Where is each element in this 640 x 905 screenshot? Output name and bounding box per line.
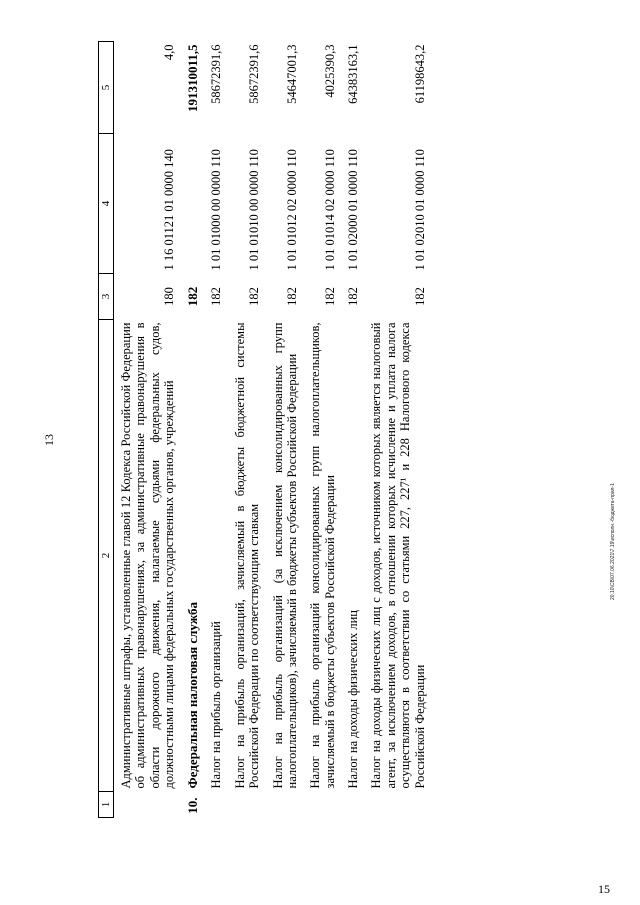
row-number (364, 792, 431, 818)
row-admin-code: 182 (209, 287, 224, 306)
row-admin-code: 180 (162, 287, 177, 306)
row-number (228, 792, 266, 818)
table-row (228, 42, 266, 818)
table-row (341, 42, 364, 818)
row-kbk: 1 01 02000 01 0000 110 (346, 149, 361, 271)
row-kbk: 1 01 02010 01 0000 110 (412, 149, 427, 271)
rotated-sheet (98, 42, 612, 818)
row-number (303, 792, 341, 818)
row-value: 4,0 (162, 44, 177, 61)
header-col-1: 1 (99, 792, 114, 818)
row-value: 58672391,6 (247, 44, 262, 104)
row-admin-code: 182 (284, 287, 299, 306)
row-number (114, 792, 181, 818)
table-row (303, 42, 341, 818)
row-admin-code: 182 (247, 287, 262, 306)
header-col-2: 2 (99, 320, 114, 792)
row-number (266, 792, 304, 818)
table-row (114, 42, 181, 818)
row-kbk: 1 01 01014 02 0000 110 (322, 149, 337, 271)
row-value: 58672391,6 (209, 44, 224, 104)
row-name: Налог на прибыль организаций консолидированных групп налогоплательщиков, зачисляемый в бюджеты субъектов Российской Федерации (308, 322, 337, 789)
row-kbk: 1 01 01012 02 0000 110 (284, 149, 299, 271)
row-name: Налог на прибыль организаций (209, 621, 224, 789)
header-col-4: 4 (99, 134, 114, 274)
row-number (341, 792, 364, 818)
row-admin-code: 182 (322, 287, 337, 306)
table-row (204, 42, 227, 818)
footer-stamp: 20.10\CB\07.06.2021\7.19\исполн.-бюджета-прил-1 (610, 483, 616, 600)
row-name: Налог на прибыль организаций, зачисляемый в бюджеты бюджетной системы Российской Федерации по соответствующим ставкам (232, 322, 262, 789)
row-kbk: 1 01 01000 00 0000 110 (209, 149, 224, 271)
row-admin-code: 182 (412, 287, 427, 306)
page-number-top: 13 (42, 434, 56, 446)
table-row (364, 42, 431, 818)
row-kbk: 1 16 01121 01 0000 140 (162, 149, 177, 271)
revenue-table (98, 41, 431, 818)
row-value: 4025390,3 (322, 44, 337, 98)
row-name: Административные штрафы, установленные главой 12 Кодекса Российской Федерации об административных правонарушениях, за административные правонарушения в области дорожного движения, налагаемые судьями федеральных судов, должностными лицами федеральных государственных органов, учреждений (119, 322, 177, 789)
table-header-row (99, 42, 114, 818)
page-number-bottom: 15 (598, 882, 610, 896)
row-kbk (181, 134, 205, 274)
header-col-5: 5 (99, 42, 114, 134)
row-value: 61198643,2 (412, 44, 427, 104)
row-value: 64383163,1 (346, 44, 361, 104)
header-col-3: 3 (99, 274, 114, 320)
row-value: 54647001,3 (284, 44, 299, 104)
row-number (204, 792, 227, 818)
row-admin-code: 182 (184, 286, 200, 307)
row-name: Налог на доходы физических лиц с доходов, источником которых является налоговый агент, за исключением доходов, в отношении которых исчисление и уплата налога осуществляются в соответствии со статьями 227, 227¹ и 228 Налогового кодекса Российской Федерации (369, 322, 427, 789)
row-name: Налог на прибыль организаций (за исключением консолидированных групп налогоплательщиков), зачисляемый в бюджеты субъектов Российской Федерации (270, 322, 299, 789)
row-number: 10. (184, 797, 200, 814)
row-admin-code: 182 (346, 287, 361, 306)
row-value: 191310011,5 (184, 44, 200, 113)
table-row (266, 42, 304, 818)
row-kbk: 1 01 01010 00 0000 110 (247, 149, 262, 271)
row-name: Федеральная налоговая служба (184, 601, 200, 789)
row-name: Налог на доходы физических лиц (346, 610, 361, 789)
table-row-section (181, 42, 205, 818)
